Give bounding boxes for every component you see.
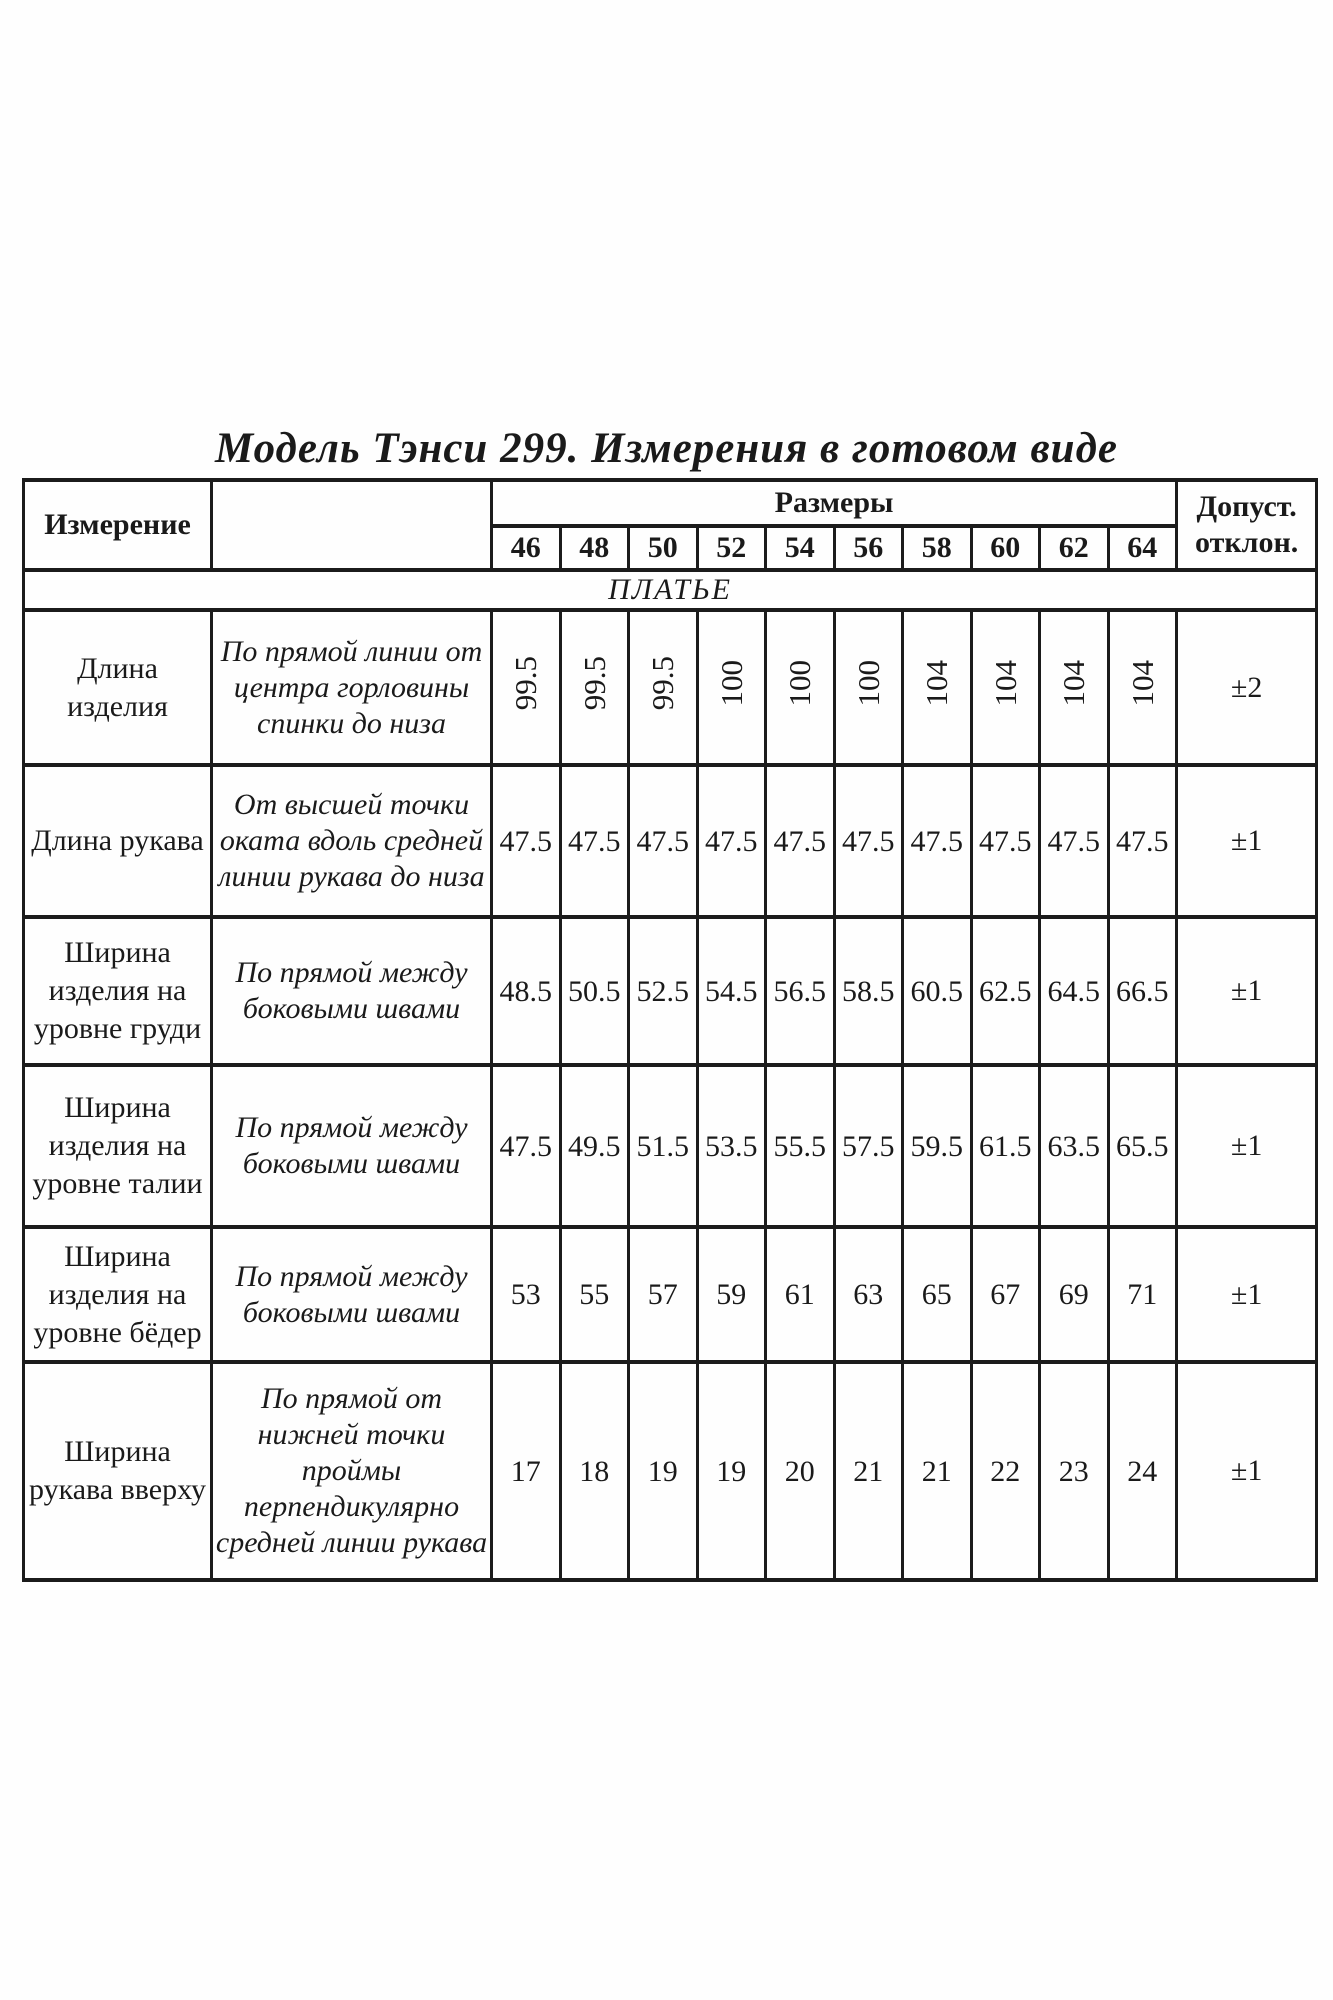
value-cell: [834, 610, 903, 765]
value-cell: 21: [903, 1362, 972, 1580]
value-cell: 17: [492, 1362, 561, 1580]
value-cell: 55: [560, 1227, 629, 1362]
value-cell: [492, 610, 561, 765]
value-cell: 60.5: [903, 917, 972, 1065]
value-cell: 47.5: [766, 765, 835, 917]
value-cell: 19: [697, 1362, 766, 1580]
value-cell: 49.5: [560, 1065, 629, 1227]
value-cell: 47.5: [834, 765, 903, 917]
value-cell: 71: [1108, 1227, 1177, 1362]
size-header-48: 48: [560, 526, 629, 570]
value-cell: 47.5: [1040, 765, 1109, 917]
row-tolerance: ±1: [1177, 917, 1317, 1065]
value-cell: 65.5: [1108, 1065, 1177, 1227]
value-cell: 47.5: [971, 765, 1040, 917]
page-title: Модель Тэнси 299. Измерения в готовом виде: [214, 425, 1119, 472]
value-cell: 47.5: [629, 765, 698, 917]
row-name: Ширина изделия на уровне груди: [24, 917, 212, 1065]
row-name: Ширина изделия на уровне талии: [24, 1065, 212, 1227]
header-row-top: [24, 480, 1317, 526]
value-cell: 65: [903, 1227, 972, 1362]
value-cell: 47.5: [560, 765, 629, 917]
value-cell: 19: [629, 1362, 698, 1580]
value-cell: 59: [697, 1227, 766, 1362]
value-cell: 67: [971, 1227, 1040, 1362]
row-name: Длина изделия: [24, 610, 212, 765]
size-header-64: 64: [1108, 526, 1177, 570]
row-name: Ширина изделия на уровне бёдер: [24, 1227, 212, 1362]
table-row: [24, 1227, 1317, 1362]
row-name: Ширина рукава вверху: [24, 1362, 212, 1580]
value-cell: 62.5: [971, 917, 1040, 1065]
section-label: ПЛАТЬЕ: [24, 570, 1317, 610]
size-header-52: 52: [697, 526, 766, 570]
value-text: 104: [919, 659, 955, 707]
value-text: 100: [713, 659, 749, 707]
value-cell: 52.5: [629, 917, 698, 1065]
value-cell: [560, 610, 629, 765]
value-cell: 53: [492, 1227, 561, 1362]
value-text: 99.5: [576, 655, 612, 711]
row-description: По прямой между боковыми швами: [212, 1227, 492, 1362]
value-text: 100: [850, 659, 886, 707]
table-row: [24, 1362, 1317, 1580]
size-header-46: 46: [492, 526, 561, 570]
value-cell: 61: [766, 1227, 835, 1362]
value-cell: [971, 610, 1040, 765]
value-cell: [1040, 610, 1109, 765]
value-cell: 64.5: [1040, 917, 1109, 1065]
row-name: Длина рукава: [24, 765, 212, 917]
value-cell: 63.5: [1040, 1065, 1109, 1227]
value-text: 104: [1124, 659, 1160, 707]
size-header-62: 62: [1040, 526, 1109, 570]
value-cell: 54.5: [697, 917, 766, 1065]
size-header-50: 50: [629, 526, 698, 570]
value-text: 99.5: [645, 655, 681, 711]
value-cell: 47.5: [492, 765, 561, 917]
value-cell: 53.5: [697, 1065, 766, 1227]
value-cell: 66.5: [1108, 917, 1177, 1065]
row-description: По прямой линии от центра горловины спинки до низа: [212, 610, 492, 765]
value-cell: 58.5: [834, 917, 903, 1065]
value-text: 104: [987, 659, 1023, 707]
header-sizes-group: Размеры: [492, 480, 1177, 526]
table-row: [24, 765, 1317, 917]
row-description: По прямой от нижней точки проймы перпендикулярно средней линии рукава: [212, 1362, 492, 1580]
value-cell: 61.5: [971, 1065, 1040, 1227]
value-cell: 59.5: [903, 1065, 972, 1227]
value-cell: 20: [766, 1362, 835, 1580]
measurements-table: [22, 478, 1318, 1582]
value-cell: 22: [971, 1362, 1040, 1580]
row-tolerance: ±1: [1177, 1227, 1317, 1362]
value-cell: 47.5: [903, 765, 972, 917]
value-cell: 51.5: [629, 1065, 698, 1227]
table-row: [24, 917, 1317, 1065]
row-tolerance: ±1: [1177, 1362, 1317, 1580]
value-cell: 55.5: [766, 1065, 835, 1227]
size-header-54: 54: [766, 526, 835, 570]
header-measurement: Измерение: [24, 480, 212, 570]
value-text: 99.5: [508, 655, 544, 711]
value-cell: 47.5: [492, 1065, 561, 1227]
row-tolerance: ±1: [1177, 1065, 1317, 1227]
value-cell: 21: [834, 1362, 903, 1580]
value-text: 100: [782, 659, 818, 707]
size-header-56: 56: [834, 526, 903, 570]
value-cell: [697, 610, 766, 765]
row-description: По прямой между боковыми швами: [212, 917, 492, 1065]
value-cell: 57: [629, 1227, 698, 1362]
table-row: [24, 1065, 1317, 1227]
value-cell: 23: [1040, 1362, 1109, 1580]
value-cell: 50.5: [560, 917, 629, 1065]
value-cell: 18: [560, 1362, 629, 1580]
section-row: [24, 570, 1317, 610]
row-tolerance: ±1: [1177, 765, 1317, 917]
value-cell: [1108, 610, 1177, 765]
header-tolerance: Допуст. отклон.: [1177, 480, 1317, 570]
row-description: От высшей точки оката вдоль средней линии рукава до низа: [212, 765, 492, 917]
value-cell: 69: [1040, 1227, 1109, 1362]
header-description: [212, 480, 492, 570]
value-cell: 48.5: [492, 917, 561, 1065]
value-cell: [903, 610, 972, 765]
row-description: По прямой между боковыми швами: [212, 1065, 492, 1227]
size-header-60: 60: [971, 526, 1040, 570]
value-cell: [766, 610, 835, 765]
table-row: [24, 610, 1317, 765]
value-cell: [629, 610, 698, 765]
value-cell: 24: [1108, 1362, 1177, 1580]
size-header-58: 58: [903, 526, 972, 570]
value-cell: 56.5: [766, 917, 835, 1065]
value-cell: 47.5: [1108, 765, 1177, 917]
value-text: 104: [1056, 659, 1092, 707]
value-cell: 57.5: [834, 1065, 903, 1227]
value-cell: 47.5: [697, 765, 766, 917]
value-cell: 63: [834, 1227, 903, 1362]
row-tolerance: ±2: [1177, 610, 1317, 765]
